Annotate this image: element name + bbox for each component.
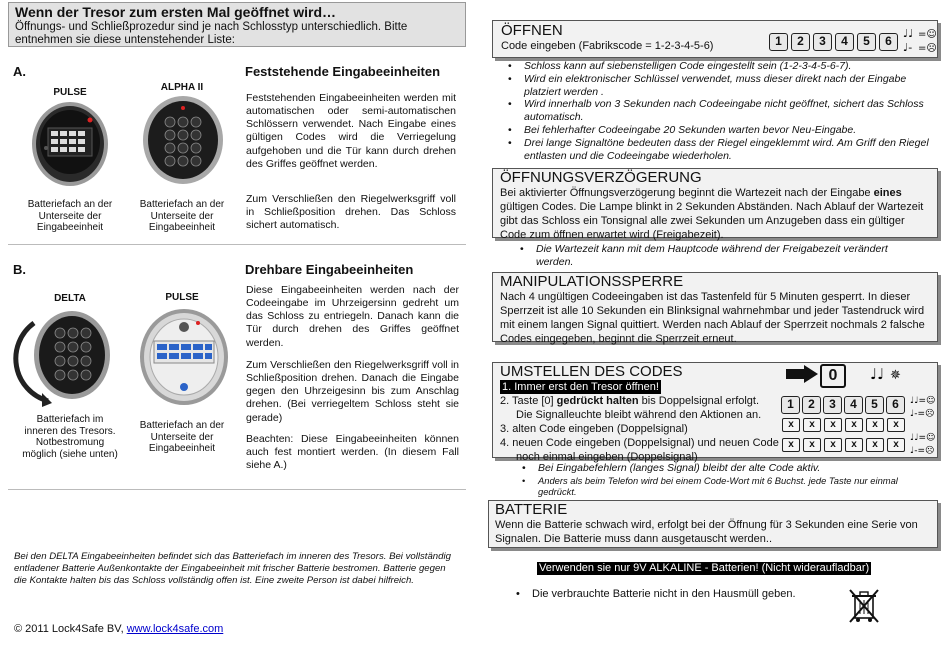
smiley-icon xyxy=(910,393,936,419)
section-a-title: Feststehende Eingabeeinheiten xyxy=(245,64,441,79)
website-link[interactable]: www.lock4safe.com xyxy=(126,623,224,635)
section-b-para-3: Beachten: Diese Eingabeeinheiten können auch fest montiert werden. (In diesem Fall siehe A.) xyxy=(246,433,459,472)
section-b-title: Drehbare Eingabeeinheiten xyxy=(245,262,414,277)
divider xyxy=(8,489,466,490)
copyright-text: © 2011 Lock4Safe BV, xyxy=(14,623,127,635)
svg-text:♩♩: ♩♩ xyxy=(870,365,885,383)
section-b-para-2: Zum Verschließen den Riegelwerksgriff voll in Schließposition drehen. Danach die Eingabe gegen den Uhrzeigesinn bis zum Anschlag drehen. (Bei verriegeltem Schloss steht sie gerade) xyxy=(246,359,459,424)
footer-copyright xyxy=(14,623,223,636)
verzoegerung-text: Bei aktivierter Öffnungsverzögerung beginnt die Wartezeit nach der Eingabe eines gültigen Codes. Die Lampe blinkt in 2 Sekunden Abständen. Nach Ablauf der Wartezeit gibt das Schloss ein Tonsignal alle zwei Sekunden um Anzugeben dass ein gültiger Code zum öffnen erwartet wird (Freigabezeit). xyxy=(500,187,924,241)
x-key: x xyxy=(866,418,884,432)
umstellen-step-3: 3. alten Code eingeben (Doppelsignal) xyxy=(500,423,688,435)
hand-pointing-icon xyxy=(784,363,820,385)
x-key: x xyxy=(887,418,905,432)
svg-text:♩♩: ♩♩ xyxy=(903,27,914,40)
svg-text:♩♩=☺: ♩♩=☺ xyxy=(910,433,936,443)
code-key: 2 xyxy=(802,396,821,414)
x-key: x xyxy=(887,438,905,452)
oeffnen-title: ÖFFNEN xyxy=(501,22,563,39)
code-key: 4 xyxy=(844,396,863,414)
manipulation-title: MANIPULATIONSSPERRE xyxy=(500,273,684,290)
code-key: 6 xyxy=(886,396,905,414)
lock-b2-caption: Batteriefach an der Unterseite der Eingabeeinheit xyxy=(139,420,225,454)
header-subtitle-2: entnehmen sie diese untenstehender Liste: xyxy=(15,33,235,46)
section-b-para-1: Diese Eingabeeinheiten werden nach der Codeeingabe im Uhrzeigersinn gedreht um das Schloss zu entriegeln. Danach kann die Tür durch drehen des Griffes geöffnet werden. xyxy=(246,284,459,349)
svg-text:=☺: =☺ xyxy=(918,29,937,40)
list-item: • Die verbrauchte Batterie nicht in den Hausmüll geben. xyxy=(502,588,862,601)
code-key: 4 xyxy=(835,33,854,51)
x-key: x xyxy=(803,438,821,452)
umstellen-step-4-sub: noch einmal eingeben (Doppelsignal) xyxy=(516,451,698,463)
pulse-rotary-lock-image xyxy=(136,305,232,409)
manipulation-text: Nach 4 ungültigen Codeeingaben ist das Tastenfeld für 5 Minuten gesperrt. In dieser Sperrzeit ist alle 10 Sekunden ein Blinksignal wahrnehmbar und jeder Tastendruck wird mit einem langen Signal quittiert. Werden nach Ablauf der Sperrzeit nochmals 2 falsche Codes eingegeben, beginnt die Sperrzeit erneut. xyxy=(500,291,925,345)
section-a-letter: A. xyxy=(13,64,26,79)
list-item: • Drei lange Signaltöne bedeuten dass der Riegel eingeklemmt wird. Am Griff den Riegel entlasten und die Codeeingabe wiederholen. xyxy=(494,137,934,163)
signal-legend-icon xyxy=(903,26,937,54)
code-key: 2 xyxy=(791,33,810,51)
manipulation-box xyxy=(492,272,938,345)
batterie-title: BATTERIE xyxy=(495,501,568,518)
batterie-box xyxy=(488,500,938,548)
x-key: x xyxy=(824,438,842,452)
code-key: 1 xyxy=(781,396,800,414)
lock-b2-name: PULSE xyxy=(165,292,199,303)
section-b-letter: B. xyxy=(13,262,26,277)
lock-a1-caption: Batteriefach an der Unterseite der Eingabeeinheit xyxy=(27,199,113,233)
x-key: x xyxy=(845,438,863,452)
umstellen-title: UMSTELLEN DES CODES xyxy=(500,363,683,380)
svg-text:✵: ✵ xyxy=(890,368,901,383)
verzoegerung-title: ÖFFNUNGSVERZÖGERUNG xyxy=(500,169,702,186)
oeffnen-bullets xyxy=(494,60,934,162)
section-a-para-2: Zum Verschließen den Riegelwerksgriff voll in Schließposition drehen. Das Schloss sichert automatisch. xyxy=(246,193,456,232)
delta-note: Bei den DELTA Eingabeeinheiten befindet sich das Batteriefach im inneren des Tresors. Bei vollständig entladener Batterie Außenkontakte der Eingabeeinheit mit frischer Batterie bestromen. Batterie gegen die Kontakte halten bis das Schloss vollständig offen ist. Eine zweite Person ist dabei hilfreich. xyxy=(14,551,451,586)
x-key: x xyxy=(824,418,842,432)
code-key: 1 xyxy=(769,33,788,51)
list-item: • Anders als beim Telefon wird bei einem Code-Wort mit 6 Buchst. jede Taste nur einmal gedrückt. xyxy=(508,475,928,498)
umstellen-bullets xyxy=(508,462,928,498)
frown-icon xyxy=(910,430,936,456)
code-key: 3 xyxy=(813,33,832,51)
pulse-lock-image xyxy=(28,98,112,190)
zero-key: 0 xyxy=(820,364,846,388)
x-key: x xyxy=(782,438,800,452)
header-subtitle-1: Öffnungs- und Schließprozedur sind je nach Schlosstyp unterschiedlich. Bitte xyxy=(15,20,408,33)
oeffnen-subtitle: Code eingeben (Fabrikscode = 1-2-3-4-5-6) xyxy=(501,40,714,52)
code-key: 3 xyxy=(823,396,842,414)
x-key: x xyxy=(845,418,863,432)
lock-a1-name: PULSE xyxy=(53,87,87,98)
list-item: • Wird innerhalb von 3 Sekunden nach Codeeingabe nicht geöffnet, sichert das Schloss automatisch. xyxy=(494,98,934,124)
divider xyxy=(8,244,466,245)
verzoegerung-bullets xyxy=(506,243,926,269)
x-key: x xyxy=(803,418,821,432)
x-key: x xyxy=(782,418,800,432)
lock-b1-name: DELTA xyxy=(54,293,86,304)
header-box xyxy=(8,2,466,47)
umstellen-step-2: 2. Taste [0] gedrückt halten bis Doppelsignal erfolgt. xyxy=(500,395,760,407)
list-item: • Bei fehlerhafter Codeeingabe 20 Sekunden warten bevor Neu-Eingabe. xyxy=(494,124,934,137)
umstellen-step-2-sub: Die Signalleuchte bleibt während den Aktionen an. xyxy=(516,409,762,421)
oeffnen-box xyxy=(492,20,938,58)
code-key: 5 xyxy=(865,396,884,414)
battery-type-highlight: Verwenden sie nur 9V ALKALINE - Batterien! (Nicht wideraufladbar) xyxy=(539,562,870,574)
list-item: • Die Wartezeit kann mit dem Hauptcode während der Freigabezeit verändert werden. xyxy=(506,243,926,269)
svg-text:=☹: =☹ xyxy=(918,43,937,54)
alpha-lock-image xyxy=(140,92,226,188)
svg-text:♩-: ♩- xyxy=(903,41,913,54)
batterie-text: Wenn die Batterie schwach wird, erfolgt bei der Öffnung für 3 Sekunden eine Serie von Signalen. Die Batterie muss dann ausgetauscht werden.. xyxy=(495,519,918,545)
lock-a2-caption: Batteriefach an der Unterseite der Eingabeeinheit xyxy=(139,199,225,233)
lock-b1-caption: Batteriefach im inneren des Tresors. Notbestromung möglich (siehe unten) xyxy=(22,414,118,460)
delta-lock-image xyxy=(18,303,118,409)
batterie-bullets xyxy=(502,588,862,601)
crossed-bin-icon xyxy=(847,588,881,624)
lock-a2-name: ALPHA II xyxy=(160,82,204,93)
list-item: • Bei Eingabefehlern (langes Signal) bleibt der alte Code aktiv. xyxy=(508,462,928,475)
svg-text:♩-=☹: ♩-=☹ xyxy=(910,446,935,456)
list-item: • Wird ein elektronischer Schlüssel verwendet, muss dieser direkt nach der Eingabe platziert werden . xyxy=(494,73,934,99)
page-title: Wenn der Tresor zum ersten Mal geöffnet wird… xyxy=(15,4,337,20)
verzoegerung-box xyxy=(492,168,938,241)
svg-text:♩-=☹: ♩-=☹ xyxy=(910,409,935,419)
music-note-icon xyxy=(870,364,904,384)
list-item: • Schloss kann auf siebenstelligen Code eingestellt sein (1-2-3-4-5-6-7). xyxy=(494,60,934,73)
umstellen-step-4: 4. neuen Code eingeben (Doppelsignal) und neuen Code xyxy=(500,437,779,449)
code-key: 5 xyxy=(857,33,876,51)
umstellen-step-1: 1. Immer erst den Tresor öffnen! xyxy=(502,381,659,393)
code-key: 6 xyxy=(879,33,898,51)
x-key: x xyxy=(866,438,884,452)
section-a-para-1: Feststehenden Eingabeeinheiten werden mit automatischen oder semi-automatischen Schlössern verwendet. Nach Eingabe eines gültigen Codes wird die Verriegelung aufgehoben und die Tür kann durch drehen des Griffes geöffnet werden. xyxy=(246,92,456,170)
svg-text:♩♩=☺: ♩♩=☺ xyxy=(910,396,936,406)
